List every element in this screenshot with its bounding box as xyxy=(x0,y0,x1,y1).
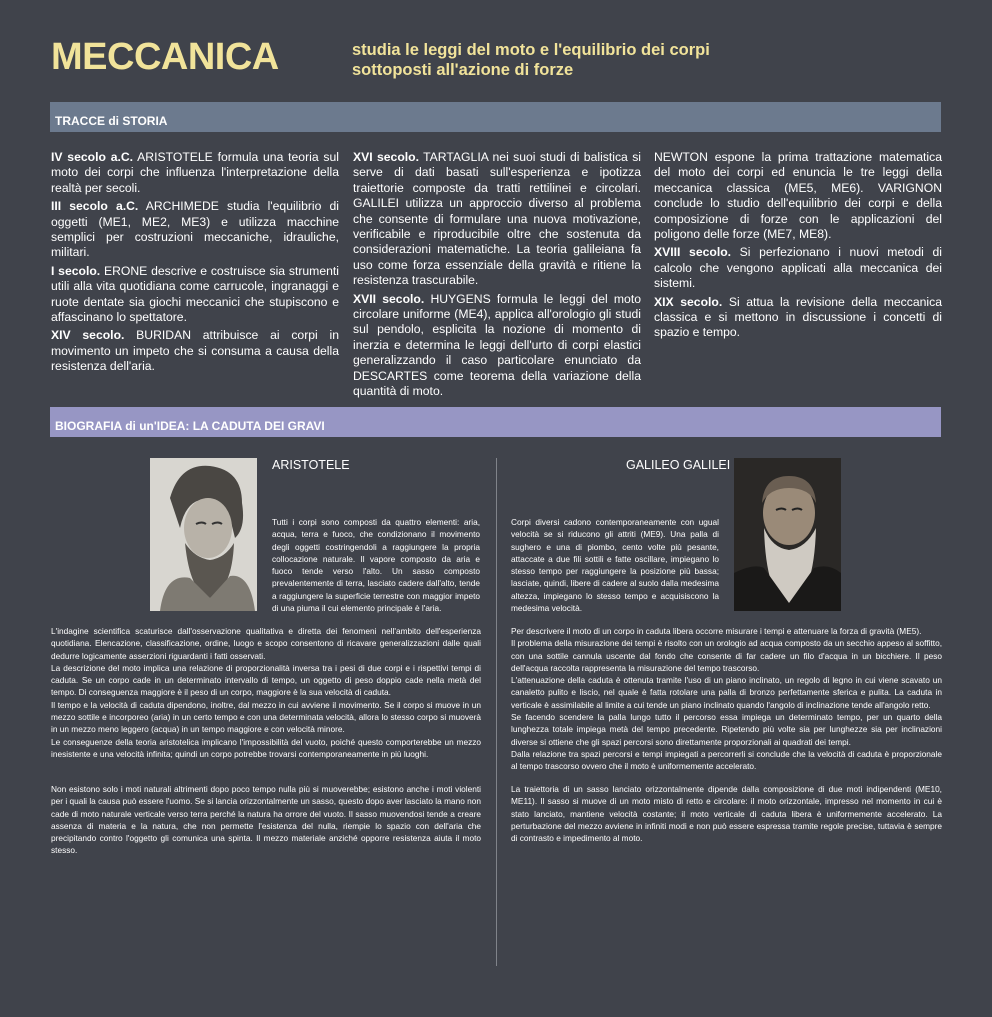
history-entry: XVI secolo. TARTAGLIA nei suoi studi di balistica si serve di dati basati sull'esperienza e ipotizza traiettorie composte da tratti rettilinei e circolari. GALILEI utilizza un approccio diverso al problema che consente di formulare una nuova motivazione, verificabile e riproducibile oltre che sostenuta da considerazioni matematiche. La teoria galileiana fa uso come forza essenziale della gravità e ritiene la resistenza trascurabile. xyxy=(353,150,641,288)
history-column-3 xyxy=(654,150,942,344)
history-column-2 xyxy=(353,150,641,403)
history-entry: XVII secolo. HUYGENS formula le leggi del moto circolare uniforme (ME4), applica all'orologio gli studi sul pendolo, esplicita la nozione di momento di inerzia e determina le leggi dell'urto di corpi elastici generalizzando il caso particolare enunciato da DESCARTES come teorema della variazione della quantità di moto. xyxy=(353,291,641,399)
aristotele-body xyxy=(51,625,481,760)
paragraph: Se facendo scendere la palla lungo tutto il percorso essa impiega un determinato tempo, per un quarto della lunghezza totale impiega metà del tempo precedente. Ripetendo più volte sia per lunghezze sia per inclinazioni diverse si ottiene che gli spazi percorsi sono direttamente proporzionali ai quadrati dei tempi. xyxy=(511,712,942,747)
paragraph: L'indagine scientifica scaturisce dall'osservazione qualitativa e diretta dei fenomeni nell'ambito dell'esperienza quotidiana. Elencazione, classificazione, ordine, luogo e scopo consentono di ricavare generalizzazioni dalle quali dedurre logicamente asserzioni riguardanti i fatti osservati. xyxy=(51,626,481,661)
galilei-portrait xyxy=(734,458,841,611)
subtitle-line-2: sottoposti all'azione di forze xyxy=(352,61,574,79)
aristotele-portrait xyxy=(150,458,257,611)
paragraph: La descrizione del moto implica una relazione di proporzionalità inversa tra i pesi di due corpi e i rispettivi tempi di caduta. Se un corpo cade in un determinato intervallo di tempo, un oggetto di peso doppio cade nella metà del tempo. Di conseguenza maggiore è il peso di un corpo, maggiore è la sua velocità di caduta. xyxy=(51,662,481,698)
paragraph: Dalla relazione tra spazi percorsi e tempi impiegati a percorrerli si conclude che la velocità di caduta è proporzionale al tempo trascorso ovvero che il moto è uniformemente accelerato. xyxy=(511,748,942,772)
page-subtitle xyxy=(352,40,710,80)
galilei-body xyxy=(511,625,942,773)
paragraph: Il problema della misurazione dei tempi è risolto con un orologio ad acqua composto da un secchio appeso al soffitto, con una sottile cannula uscente dal fondo che consente di far cadere un filo d'acqua in un bicchiere. Il peso dell'acqua raccolta rappresenta la misurazione del tempo trascorso. xyxy=(511,638,942,673)
biography-section-header: BIOGRAFIA di un'IDEA: LA CADUTA DEI GRAVI xyxy=(50,407,941,437)
history-entry: XIX secolo. Si attua la revisione della meccanica classica e si mettono in discussione i concetti di spazio e tempo. xyxy=(654,294,942,340)
history-entry: I secolo. ERONE descrive e costruisce sia strumenti utili alla vita quotidiana come carrucole, ingranaggi e ruote dentate sia giochi meccanici che stupiscono e affascinano lo spettatore. xyxy=(51,263,339,325)
history-column-1 xyxy=(51,150,339,378)
paragraph: L'attenuazione della caduta è ottenuta tramite l'uso di un piano inclinato, un regolo di legno in cui viene scavato un canaletto pulito e liscio, nel quale è fatta rotolare una palla di bronzo perfettamente sferica e pulita. La caduta in verticale è assimilabile al limite a cui tende un piano inclinato quando l'angolo di inclinazione tende all'angolo retto. xyxy=(511,675,942,710)
paragraph: Il tempo e la velocità di caduta dipendono, inoltre, dal mezzo in cui avviene il movimento. Se il corpo si muove in un mezzo sottile e incorporeo (aria) in un certo tempo e con una determinata velocità, allora lo stesso corpo si muoverà in un mezzo meno leggero (acqua) in un tempo maggiore e con velocità minore. xyxy=(51,699,481,735)
column-divider xyxy=(496,458,497,966)
paragraph: Per descrivere il moto di un corpo in caduta libera occorre misurare i tempi e attenuare la forza di gravità (ME5). xyxy=(511,626,922,636)
subtitle-line-1: studia le leggi del moto e l'equilibrio dei corpi xyxy=(352,41,710,59)
history-entry: XIV secolo. BURIDAN attribuisce ai corpi in movimento un impeto che si consuma a causa della resistenza dell'aria. xyxy=(51,328,339,374)
history-entry: NEWTON espone la prima trattazione matematica del moto dei corpi ed enuncia le tre leggi della meccanica classica (ME5, ME6). VARIGNON conclude lo studio dell'equilibrio dei corpi e della composizione di forze con le applicazioni del poligono delle forze (ME7, ME8). xyxy=(654,150,942,242)
history-entry: III secolo a.C. ARCHIMEDE studia l'equilibrio di oggetti (ME1, ME2, ME3) e utilizza macchine semplici per costruzioni meccaniche, idrauliche, militari. xyxy=(51,199,339,260)
aristotele-body-2 xyxy=(51,783,481,857)
aristotele-name: ARISTOTELE xyxy=(272,458,350,472)
galilei-name: GALILEO GALILEI xyxy=(626,458,731,472)
paragraph: La traiettoria di un sasso lanciato orizzontalmente dipende dalla composizione di due moti indipendenti (ME10, ME11). Il sasso si muove di un moto misto di retto e circolare: il moto orizzontale, impresso nel momento in cui è stato lanciato, mantiene velocità costante; il moto verticale di caduta libera è uniformemente accelerato. La perturbazione del mezzo avviene in infiniti modi e non può essere espressa tramite regole precise, tuttavia è sempre di contrasto e impedimento al moto. xyxy=(511,784,942,844)
aristotele-intro: Tutti i corpi sono composti da quattro elementi: aria, acqua, terra e fuoco, che condizionano il movimento degli oggetti costringendoli a raggiungere la propria collocazione naturale. Il vapore composto da aria e fuoco tende verso l'alto. Un sasso composto prevalentemente di terra, lasciato cadere dall'alto, tende a raggiungere la superficie terrestre con maggior impeto di una piuma il cui elemento principale è l'aria. xyxy=(272,517,480,614)
history-section-header: TRACCE di STORIA xyxy=(50,102,941,132)
history-entry: XVIII secolo. Si perfezionano i nuovi metodi di calcolo che vengono applicati alla meccanica dei sistemi. xyxy=(654,245,942,291)
galilei-intro: Corpi diversi cadono contemporaneamente con ugual velocità se si riducono gli attriti (ME9). Una palla di sughero e una di piombo, cento volte più pesante, attaccate a due fili sottili e fatte oscillare, impiegano lo stesso tempo per raggiungere la posizione più bassa; lasciate, quindi, libere di cadere al suolo dalla medesima altezza, impiegano lo stesso tempo e acquisiscono la medesima velocità. xyxy=(511,517,719,614)
history-entry: IV secolo a.C. ARISTOTELE formula una teoria sul moto dei corpi che influenza l'interpretazione della realtà per secoli. xyxy=(51,150,339,195)
paragraph: Non esistono solo i moti naturali altrimenti dopo poco tempo nulla più si muoverebbe; esistono anche i moti violenti per i quali la causa può essere l'uomo. Se si lancia orizzontalmente un sasso, questo dopo aver lasciato la mano non cade di moto naturale verticale verso terra perché la natura ha orrore del vuoto. Il sasso muovendosi tende a creare assenza di materia e la natura, che non permette l'esistenza del nulla, riempie lo spazio con dell'aria che precipitando contro l'oggetto gli comunica una spinta. Il mezzo materiale anziché opporre resistenza aiuta il moto stesso. xyxy=(51,784,481,856)
galilei-body-2 xyxy=(511,783,942,844)
paragraph: Le conseguenze della teoria aristotelica implicano l'impossibilità del vuoto, poiché questo comporterebbe un mezzo inesistente e una velocità infinita; quindi un corpo potrebbe trovarsi contemporaneamente in più luoghi. xyxy=(51,736,481,759)
page-title: MECCANICA xyxy=(51,36,279,78)
